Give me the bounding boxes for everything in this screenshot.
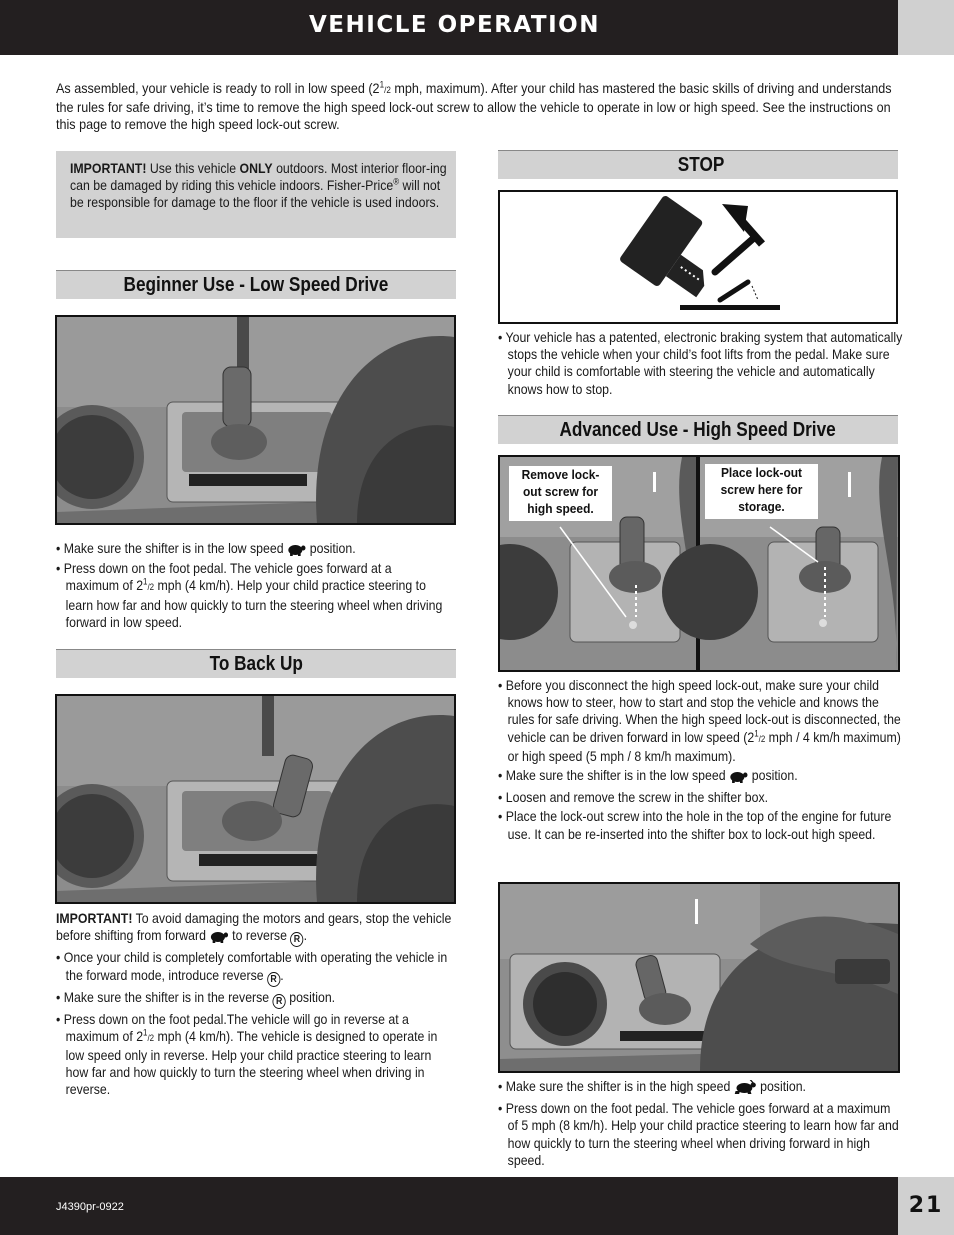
beginner-instructions xyxy=(56,540,448,631)
back-up-heading: To Back Up xyxy=(56,649,456,678)
page-number-tab xyxy=(898,1177,954,1235)
stop-instructions xyxy=(498,329,903,398)
high-speed-instructions xyxy=(498,1078,903,1169)
page-title: VEHICLE OPERATION xyxy=(309,12,600,38)
list-item: • Your vehicle has a patented, electronic braking system that automatically stops the vehicle when your child’s foot lifts from the pedal. Make sure your child is comfortable with steering the vehicle and automatically knows how to stop. xyxy=(498,329,903,397)
shifter-reverse-photo xyxy=(55,694,456,904)
list-item: • Make sure the shifter is in the low speed position. xyxy=(498,767,903,787)
rabbit-icon xyxy=(734,1080,757,1098)
stop-heading: STOP xyxy=(498,150,898,179)
turtle-icon xyxy=(729,769,748,787)
turtle-icon xyxy=(209,929,228,947)
footer-bar xyxy=(0,1177,898,1235)
beginner-heading: Beginner Use - Low Speed Drive xyxy=(56,270,456,299)
list-item: • Loosen and remove the screw in the shifter box. xyxy=(498,789,769,806)
intro-paragraph: As assembled, your vehicle is ready to roll in low speed ($2^1/2$ mph, maximum). After your child has mastered the basic skills of driving and understands the rules for safe driving, it’s time to remove the high speed lock-out screw to allow the vehicle to operate in low or high speed. See the instructions on this page to remove the high speed lock-out screw. xyxy=(56,79,892,133)
foot-lift-pedal-icon xyxy=(498,190,898,324)
list-item: • Before you disconnect the high speed lock-out, make sure your child knows how to steer, how to start and stop the vehicle and knows the rules for safe driving. When the high speed lock-out is disconnected, the vehicle can be driven forward in low speed ($2^1/2$ mph / 4 km/h maximum) or high speed (5 mph / 8 km/h maximum). xyxy=(498,677,901,764)
list-item: • Make sure the shifter is in the reverse R position. xyxy=(56,988,336,1007)
list-item: • Make sure the shifter is in the low speed position. xyxy=(56,540,448,560)
document-code: J4390pr-0922 xyxy=(56,1201,124,1213)
advanced-heading: Advanced Use - High Speed Drive xyxy=(498,415,898,444)
turtle-icon xyxy=(287,542,306,560)
back-up-instructions xyxy=(56,910,454,1099)
callout-remove-screw: Remove lock-out screw for high speed. xyxy=(509,466,612,521)
header-tab xyxy=(898,0,954,55)
list-item: • Press down on the foot pedal. The vehicle goes forward at a maximum of 5 mph (8 km/h). Help your child practice steering to learn how far and how quickly to turn the steering wheel when driving forward in high speed. xyxy=(498,1100,899,1168)
list-item: • Make sure the shifter is in the high speed position. xyxy=(498,1078,903,1098)
list-item: • Press down on the foot pedal.The vehicle will go in reverse at a maximum of $2^1/2$ mph (4 km/h). The vehicle is designed to operate in low speed only in reverse. Help your child practice steering to learn how far and how quickly to turn the steering wheel when driving in reverse. xyxy=(56,1010,438,1098)
list-item: • Once your child is completely comfortable with operating the vehicle in the forward mode, introduce reverse R . xyxy=(56,949,448,985)
reverse-r-icon: R xyxy=(290,932,303,947)
important-note: IMPORTANT! To avoid damaging the motors and gears, stop the vehicle before shifting from forward to reverse R . xyxy=(56,910,454,947)
list-item: • Place the lock-out screw into the hole in the top of the engine for future use. It can be re-inserted into the shifter box to lock-out high speed. xyxy=(498,808,892,842)
important-notice: IMPORTANT! Use this vehicle ONLY outdoors. Most interior floor-ing can be damaged by riding this vehicle indoors. Fisher-Price® will not be responsible for damage to the floor if the vehicle is used indoors. xyxy=(56,151,456,238)
advanced-instructions xyxy=(498,677,903,843)
reverse-r-icon: R xyxy=(273,994,286,1009)
shifter-low-speed-photo xyxy=(55,315,456,525)
shifter-high-speed-photo xyxy=(498,882,900,1073)
page-number: 21 xyxy=(908,1193,944,1218)
reverse-r-icon: R xyxy=(267,972,280,987)
callout-place-screw: Place lock-out screw here for storage. xyxy=(705,464,818,519)
list-item: • Press down on the foot pedal. The vehicle goes forward at a maximum of $2^1/2$ mph (4 km/h). Help your child practice steering to learn how far and how quickly to turn the steering wheel when driving forward in low speed. xyxy=(56,560,443,630)
